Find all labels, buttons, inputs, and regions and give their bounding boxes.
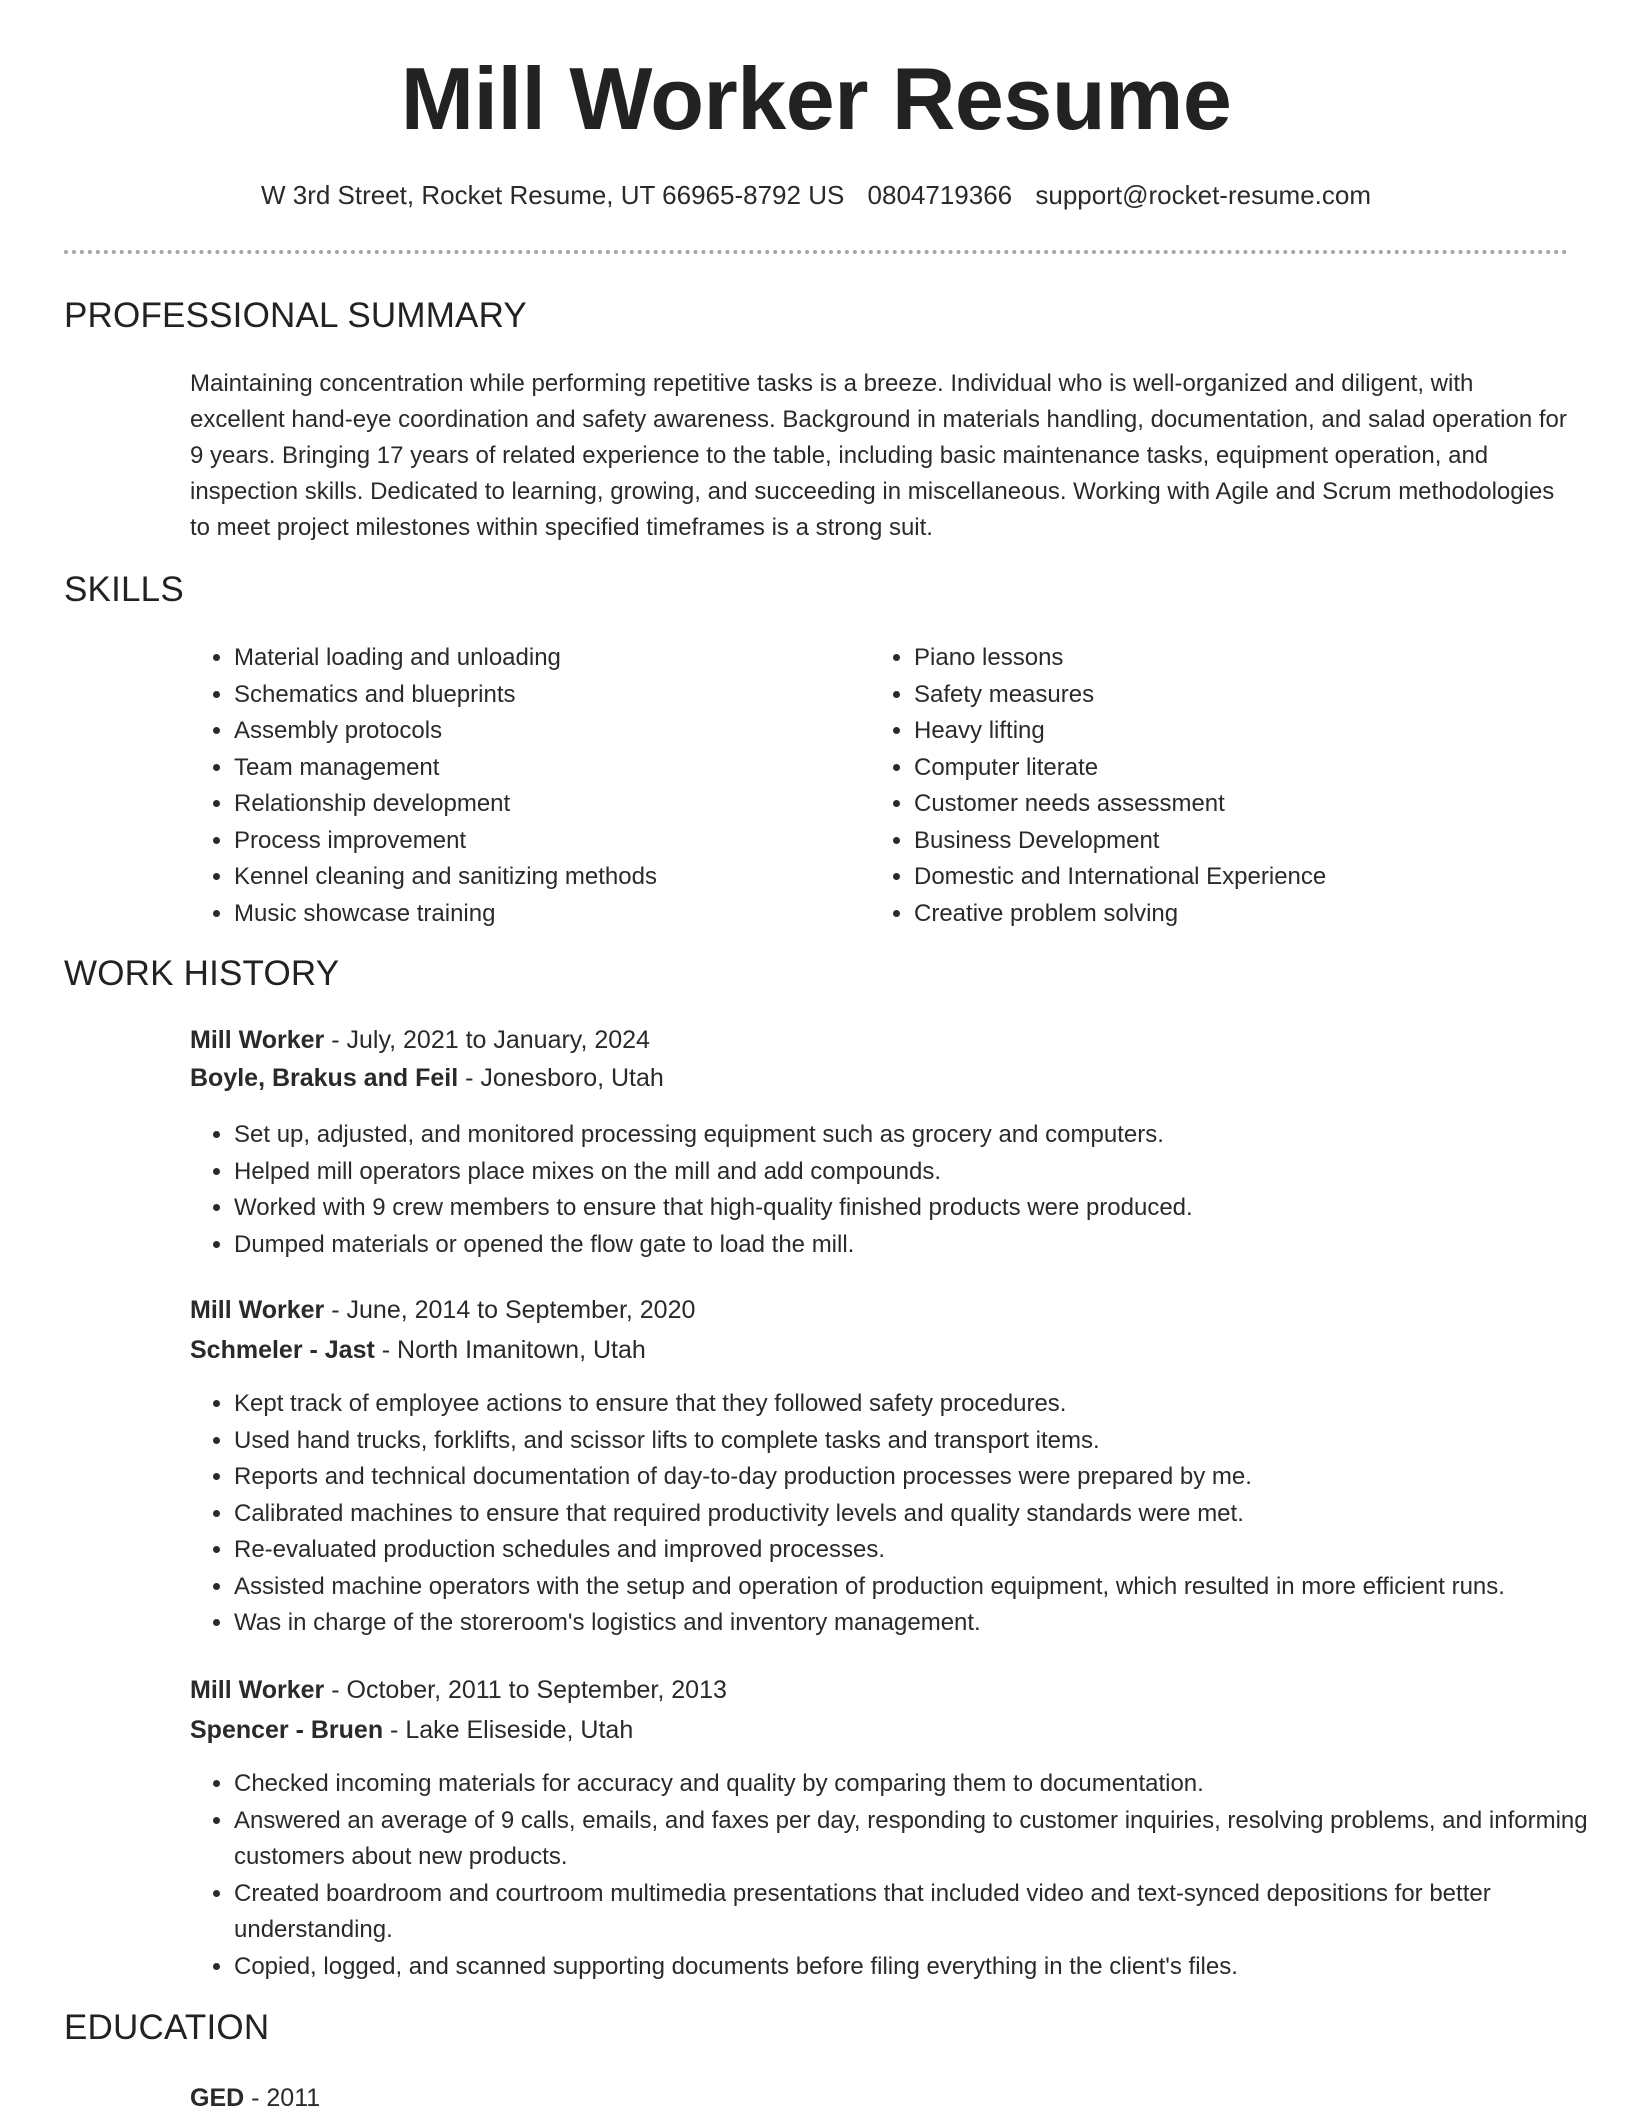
job-dates: July, 2021 to January, 2024 [346, 1026, 650, 1054]
job-bullet: • Assisted machine operators with the setup and operation of production equipment, which resulted in more efficient runs. [234, 1569, 1632, 1606]
job-title: Mill Worker [190, 1676, 325, 1704]
job-bullet: • Worked with 9 crew members to ensure that high-quality finished products were produced. [234, 1190, 1632, 1227]
resume-title: Mill Worker Resume [400, 49, 1232, 148]
job-company-line: Boyle, Brakus and Feil - Jonesboro, Utah [190, 1064, 664, 1092]
job-company-line: Spencer - Bruen - Lake Eliseside, Utah [190, 1716, 634, 1744]
job-bullets [190, 1766, 1632, 1985]
skill-item: • Assembly protocols [234, 713, 657, 750]
job-bullet: • Set up, adjusted, and monitored processing equipment such as grocery and computers. [234, 1117, 1632, 1154]
work-heading: WORK HISTORY [64, 954, 340, 993]
job-bullet: • Reports and technical documentation of day-to-day production processes were prepared by me. [234, 1459, 1632, 1496]
job-title: Mill Worker [190, 1026, 325, 1054]
summary-heading: PROFESSIONAL SUMMARY [64, 296, 527, 335]
job-company-line: Schmeler - Jast - North Imanitown, Utah [190, 1336, 646, 1364]
skill-item: • Piano lessons [914, 640, 1326, 677]
job-location: North Imanitown, Utah [397, 1336, 646, 1364]
skills-heading: SKILLS [64, 570, 184, 609]
job-bullet: • Kept track of employee actions to ensure that they followed safety procedures. [234, 1386, 1632, 1423]
job-bullet: • Answered an average of 9 calls, emails, and faxes per day, responding to customer inquiries, resolving problems, and informing customers about new products. [234, 1803, 1632, 1876]
skill-item: • Computer literate [914, 750, 1326, 787]
job-bullet: • Created boardroom and courtroom multimedia presentations that included video and text-synced depositions for better understanding. [234, 1876, 1632, 1949]
education-line: GED - 2011 [190, 2084, 321, 2112]
job-bullet: • Calibrated machines to ensure that required productivity levels and quality standards were met. [234, 1496, 1632, 1533]
job-dates: October, 2011 to September, 2013 [346, 1676, 727, 1704]
skills-list-left [190, 640, 657, 932]
job-company: Boyle, Brakus and Feil [190, 1064, 459, 1092]
skill-item: • Material loading and unloading [234, 640, 657, 677]
job-location: Jonesboro, Utah [480, 1064, 664, 1092]
job-bullet: • Checked incoming materials for accuracy and quality by comparing them to documentation. [234, 1766, 1632, 1803]
job-bullet: • Dumped materials or opened the flow gate to load the mill. [234, 1227, 1632, 1264]
skill-item: • Schematics and blueprints [234, 677, 657, 714]
job-title-line: Mill Worker - July, 2021 to January, 2024 [190, 1026, 650, 1054]
skill-item: • Domestic and International Experience [914, 859, 1326, 896]
skill-item: • Creative problem solving [914, 896, 1326, 933]
job-title: Mill Worker [190, 1296, 325, 1324]
education-year: 2011 [266, 2084, 321, 2112]
contact-email: support@rocket-resume.com [1035, 180, 1372, 210]
skill-item: • Kennel cleaning and sanitizing methods [234, 859, 657, 896]
skill-item: • Relationship development [234, 786, 657, 823]
contact-line [0, 180, 1632, 211]
job-bullets [190, 1117, 1632, 1263]
job-location: Lake Eliseside, Utah [405, 1716, 634, 1744]
job-bullet: • Was in charge of the storeroom's logistics and inventory management. [234, 1605, 1632, 1642]
education-degree: GED [190, 2084, 245, 2112]
job-company: Spencer - Bruen [190, 1716, 384, 1744]
skills-list-right [870, 640, 1326, 932]
job-company: Schmeler - Jast [190, 1336, 375, 1364]
contact-address: W 3rd Street, Rocket Resume, UT 66965-8792 US [260, 180, 845, 210]
education-heading: EDUCATION [64, 2008, 270, 2047]
job-bullets [190, 1386, 1632, 1642]
job-dates: June, 2014 to September, 2020 [346, 1296, 696, 1324]
job-bullet: • Helped mill operators place mixes on the mill and add compounds. [234, 1154, 1632, 1191]
header-divider [64, 250, 1568, 254]
skill-item: • Customer needs assessment [914, 786, 1326, 823]
summary-text: Maintaining concentration while performing repetitive tasks is a breeze. Individual who is well-organized and diligent, with excellent hand-eye coordination and safety awareness. Background in materials handling, documentation, and salad operation for 9 years. Bringing 17 years of related experience to the table, including basic maintenance tasks, equipment operation, and inspection skills. Dedicated to learning, growing, and succeeding in miscellaneous. Working with Agile and Scrum methodologies to meet project milestones within specified timeframes is a strong suit. [190, 370, 1567, 541]
skill-item: • Process improvement [234, 823, 657, 860]
job-bullet: • Re-evaluated production schedules and improved processes. [234, 1532, 1632, 1569]
skill-item: • Heavy lifting [914, 713, 1326, 750]
skill-item: • Music showcase training [234, 896, 657, 933]
job-bullet: • Used hand trucks, forklifts, and scissor lifts to complete tasks and transport items. [234, 1423, 1632, 1460]
skill-item: • Business Development [914, 823, 1326, 860]
skill-item: • Team management [234, 750, 657, 787]
skill-item: • Safety measures [914, 677, 1326, 714]
job-bullet: • Copied, logged, and scanned supporting documents before filing everything in the client's files. [234, 1949, 1632, 1986]
contact-phone: 0804719366 [867, 180, 1013, 210]
job-title-line: Mill Worker - June, 2014 to September, 2020 [190, 1296, 696, 1324]
job-title-line: Mill Worker - October, 2011 to September, 2013 [190, 1676, 727, 1704]
